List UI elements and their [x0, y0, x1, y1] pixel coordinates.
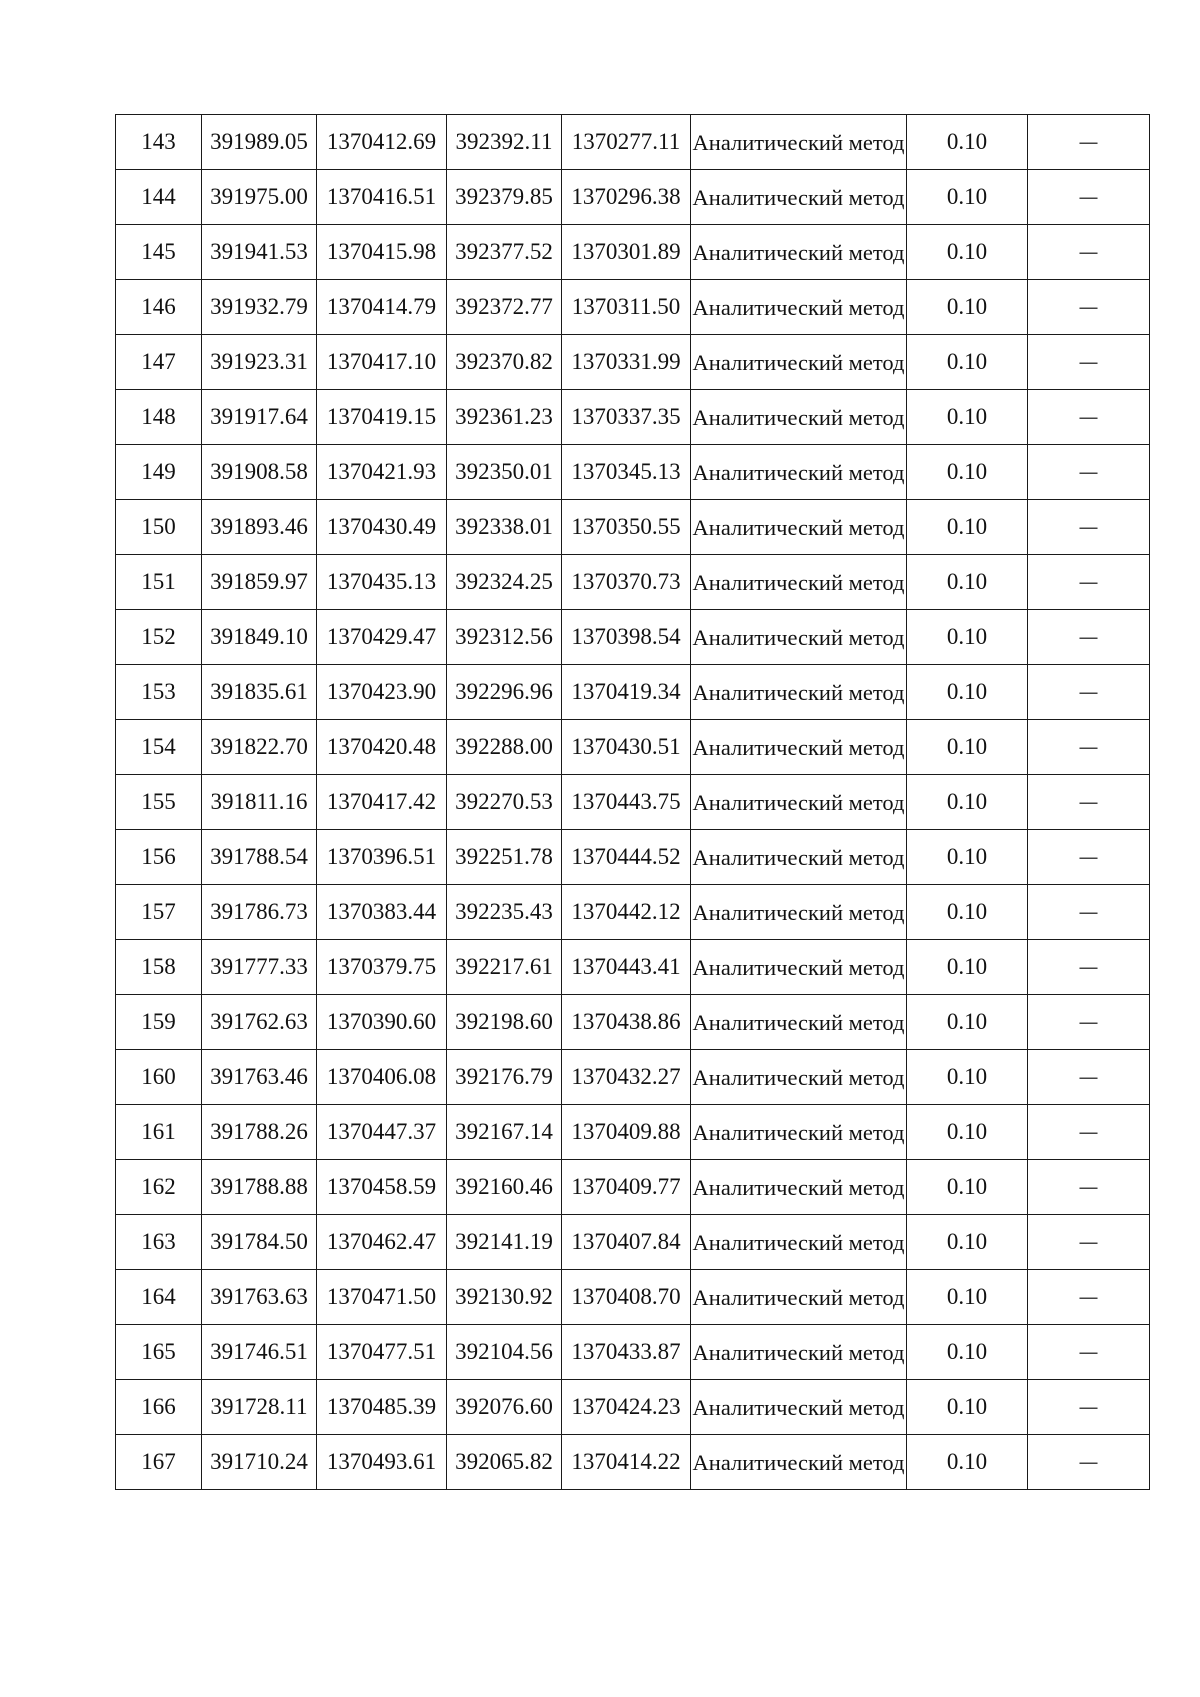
- table-row: [116, 610, 1150, 665]
- x-old-cell: 391746.51: [202, 1325, 317, 1380]
- x-new-cell: 392270.53: [447, 775, 562, 830]
- description-cell: —: [1028, 1050, 1150, 1105]
- y-old-cell: 1370429.47: [317, 610, 447, 665]
- description-cell: —: [1028, 170, 1150, 225]
- point-number-cell: 167: [116, 1435, 202, 1490]
- description-cell: —: [1028, 1105, 1150, 1160]
- table-row: [116, 665, 1150, 720]
- description-cell: —: [1028, 1270, 1150, 1325]
- x-new-cell: 392372.77: [447, 280, 562, 335]
- x-old-cell: 391822.70: [202, 720, 317, 775]
- accuracy-cell: 0.10: [907, 1435, 1028, 1490]
- point-number-cell: 154: [116, 720, 202, 775]
- table-row: [116, 225, 1150, 280]
- description-cell: —: [1028, 390, 1150, 445]
- y-new-cell: 1370337.35: [562, 390, 691, 445]
- method-cell: Аналитический метод: [691, 830, 907, 885]
- x-new-cell: 392379.85: [447, 170, 562, 225]
- accuracy-cell: 0.10: [907, 335, 1028, 390]
- x-old-cell: 391811.16: [202, 775, 317, 830]
- method-cell: Аналитический метод: [691, 665, 907, 720]
- description-cell: —: [1028, 555, 1150, 610]
- point-number-cell: 161: [116, 1105, 202, 1160]
- description-cell: —: [1028, 225, 1150, 280]
- y-new-cell: 1370409.77: [562, 1160, 691, 1215]
- x-old-cell: 391989.05: [202, 115, 317, 170]
- description-cell: —: [1028, 830, 1150, 885]
- y-old-cell: 1370383.44: [317, 885, 447, 940]
- method-cell: Аналитический метод: [691, 225, 907, 280]
- y-old-cell: 1370416.51: [317, 170, 447, 225]
- description-cell: —: [1028, 1215, 1150, 1270]
- table-row: [116, 995, 1150, 1050]
- point-number-cell: 146: [116, 280, 202, 335]
- y-old-cell: 1370406.08: [317, 1050, 447, 1105]
- method-cell: Аналитический метод: [691, 1380, 907, 1435]
- point-number-cell: 157: [116, 885, 202, 940]
- y-new-cell: 1370350.55: [562, 500, 691, 555]
- y-old-cell: 1370462.47: [317, 1215, 447, 1270]
- x-old-cell: 391923.31: [202, 335, 317, 390]
- method-cell: Аналитический метод: [691, 720, 907, 775]
- point-number-cell: 163: [116, 1215, 202, 1270]
- method-cell: Аналитический метод: [691, 555, 907, 610]
- table-row: [116, 280, 1150, 335]
- accuracy-cell: 0.10: [907, 1215, 1028, 1270]
- x-new-cell: 392176.79: [447, 1050, 562, 1105]
- table-row: [116, 1160, 1150, 1215]
- x-old-cell: 391941.53: [202, 225, 317, 280]
- y-old-cell: 1370390.60: [317, 995, 447, 1050]
- method-cell: Аналитический метод: [691, 940, 907, 995]
- x-old-cell: 391908.58: [202, 445, 317, 500]
- method-cell: Аналитический метод: [691, 335, 907, 390]
- y-new-cell: 1370409.88: [562, 1105, 691, 1160]
- description-cell: —: [1028, 665, 1150, 720]
- x-new-cell: 392217.61: [447, 940, 562, 995]
- y-old-cell: 1370379.75: [317, 940, 447, 995]
- y-old-cell: 1370458.59: [317, 1160, 447, 1215]
- x-new-cell: 392338.01: [447, 500, 562, 555]
- description-cell: —: [1028, 1435, 1150, 1490]
- table-row: [116, 1105, 1150, 1160]
- x-new-cell: 392361.23: [447, 390, 562, 445]
- y-new-cell: 1370443.41: [562, 940, 691, 995]
- y-new-cell: 1370419.34: [562, 665, 691, 720]
- description-cell: —: [1028, 335, 1150, 390]
- y-old-cell: 1370419.15: [317, 390, 447, 445]
- x-new-cell: 392370.82: [447, 335, 562, 390]
- x-old-cell: 391932.79: [202, 280, 317, 335]
- point-number-cell: 160: [116, 1050, 202, 1105]
- method-cell: Аналитический метод: [691, 995, 907, 1050]
- description-cell: —: [1028, 720, 1150, 775]
- y-old-cell: 1370485.39: [317, 1380, 447, 1435]
- method-cell: Аналитический метод: [691, 775, 907, 830]
- table-row: [116, 115, 1150, 170]
- x-new-cell: 392160.46: [447, 1160, 562, 1215]
- accuracy-cell: 0.10: [907, 280, 1028, 335]
- x-new-cell: 392235.43: [447, 885, 562, 940]
- accuracy-cell: 0.10: [907, 225, 1028, 280]
- y-old-cell: 1370414.79: [317, 280, 447, 335]
- description-cell: —: [1028, 940, 1150, 995]
- y-old-cell: 1370430.49: [317, 500, 447, 555]
- x-new-cell: 392312.56: [447, 610, 562, 665]
- x-new-cell: 392141.19: [447, 1215, 562, 1270]
- point-number-cell: 152: [116, 610, 202, 665]
- description-cell: —: [1028, 445, 1150, 500]
- x-old-cell: 391710.24: [202, 1435, 317, 1490]
- table-row: [116, 885, 1150, 940]
- point-number-cell: 159: [116, 995, 202, 1050]
- y-old-cell: 1370417.10: [317, 335, 447, 390]
- description-cell: —: [1028, 1380, 1150, 1435]
- table-row: [116, 1050, 1150, 1105]
- accuracy-cell: 0.10: [907, 170, 1028, 225]
- accuracy-cell: 0.10: [907, 115, 1028, 170]
- accuracy-cell: 0.10: [907, 610, 1028, 665]
- x-old-cell: 391728.11: [202, 1380, 317, 1435]
- y-new-cell: 1370301.89: [562, 225, 691, 280]
- coordinates-table: [115, 114, 1150, 1490]
- table-row: [116, 1215, 1150, 1270]
- y-new-cell: 1370444.52: [562, 830, 691, 885]
- y-old-cell: 1370417.42: [317, 775, 447, 830]
- table-row: [116, 445, 1150, 500]
- x-new-cell: 392350.01: [447, 445, 562, 500]
- description-cell: —: [1028, 1160, 1150, 1215]
- method-cell: Аналитический метод: [691, 170, 907, 225]
- x-old-cell: 391975.00: [202, 170, 317, 225]
- point-number-cell: 156: [116, 830, 202, 885]
- y-new-cell: 1370331.99: [562, 335, 691, 390]
- y-new-cell: 1370430.51: [562, 720, 691, 775]
- x-new-cell: 392076.60: [447, 1380, 562, 1435]
- x-new-cell: 392167.14: [447, 1105, 562, 1160]
- point-number-cell: 151: [116, 555, 202, 610]
- y-old-cell: 1370477.51: [317, 1325, 447, 1380]
- method-cell: Аналитический метод: [691, 1325, 907, 1380]
- point-number-cell: 164: [116, 1270, 202, 1325]
- accuracy-cell: 0.10: [907, 1050, 1028, 1105]
- description-cell: —: [1028, 115, 1150, 170]
- table-row: [116, 830, 1150, 885]
- y-new-cell: 1370277.11: [562, 115, 691, 170]
- x-old-cell: 391786.73: [202, 885, 317, 940]
- x-old-cell: 391788.88: [202, 1160, 317, 1215]
- y-old-cell: 1370421.93: [317, 445, 447, 500]
- table-row: [116, 170, 1150, 225]
- y-new-cell: 1370296.38: [562, 170, 691, 225]
- method-cell: Аналитический метод: [691, 1160, 907, 1215]
- table-row: [116, 1435, 1150, 1490]
- y-old-cell: 1370493.61: [317, 1435, 447, 1490]
- method-cell: Аналитический метод: [691, 115, 907, 170]
- point-number-cell: 148: [116, 390, 202, 445]
- y-new-cell: 1370398.54: [562, 610, 691, 665]
- y-old-cell: 1370412.69: [317, 115, 447, 170]
- accuracy-cell: 0.10: [907, 445, 1028, 500]
- y-new-cell: 1370311.50: [562, 280, 691, 335]
- method-cell: Аналитический метод: [691, 1105, 907, 1160]
- y-old-cell: 1370423.90: [317, 665, 447, 720]
- table-row: [116, 940, 1150, 995]
- method-cell: Аналитический метод: [691, 885, 907, 940]
- x-new-cell: 392198.60: [447, 995, 562, 1050]
- y-new-cell: 1370432.27: [562, 1050, 691, 1105]
- table-row: [116, 1270, 1150, 1325]
- point-number-cell: 150: [116, 500, 202, 555]
- y-new-cell: 1370345.13: [562, 445, 691, 500]
- y-new-cell: 1370443.75: [562, 775, 691, 830]
- description-cell: —: [1028, 500, 1150, 555]
- accuracy-cell: 0.10: [907, 500, 1028, 555]
- accuracy-cell: 0.10: [907, 940, 1028, 995]
- x-old-cell: 391835.61: [202, 665, 317, 720]
- point-number-cell: 144: [116, 170, 202, 225]
- y-old-cell: 1370396.51: [317, 830, 447, 885]
- accuracy-cell: 0.10: [907, 885, 1028, 940]
- accuracy-cell: 0.10: [907, 1105, 1028, 1160]
- x-old-cell: 391762.63: [202, 995, 317, 1050]
- accuracy-cell: 0.10: [907, 1325, 1028, 1380]
- description-cell: —: [1028, 885, 1150, 940]
- y-new-cell: 1370438.86: [562, 995, 691, 1050]
- accuracy-cell: 0.10: [907, 1160, 1028, 1215]
- x-new-cell: 392392.11: [447, 115, 562, 170]
- x-new-cell: 392251.78: [447, 830, 562, 885]
- point-number-cell: 165: [116, 1325, 202, 1380]
- x-old-cell: 391893.46: [202, 500, 317, 555]
- y-new-cell: 1370414.22: [562, 1435, 691, 1490]
- point-number-cell: 153: [116, 665, 202, 720]
- x-new-cell: 392324.25: [447, 555, 562, 610]
- x-old-cell: 391917.64: [202, 390, 317, 445]
- description-cell: —: [1028, 995, 1150, 1050]
- x-new-cell: 392377.52: [447, 225, 562, 280]
- method-cell: Аналитический метод: [691, 500, 907, 555]
- x-old-cell: 391788.54: [202, 830, 317, 885]
- y-new-cell: 1370433.87: [562, 1325, 691, 1380]
- point-number-cell: 145: [116, 225, 202, 280]
- x-old-cell: 391763.46: [202, 1050, 317, 1105]
- method-cell: Аналитический метод: [691, 1270, 907, 1325]
- accuracy-cell: 0.10: [907, 1270, 1028, 1325]
- x-old-cell: 391849.10: [202, 610, 317, 665]
- accuracy-cell: 0.10: [907, 390, 1028, 445]
- y-new-cell: 1370442.12: [562, 885, 691, 940]
- point-number-cell: 149: [116, 445, 202, 500]
- point-number-cell: 166: [116, 1380, 202, 1435]
- accuracy-cell: 0.10: [907, 830, 1028, 885]
- accuracy-cell: 0.10: [907, 555, 1028, 610]
- x-old-cell: 391777.33: [202, 940, 317, 995]
- method-cell: Аналитический метод: [691, 610, 907, 665]
- point-number-cell: 158: [116, 940, 202, 995]
- x-new-cell: 392130.92: [447, 1270, 562, 1325]
- table-row: [116, 335, 1150, 390]
- x-old-cell: 391784.50: [202, 1215, 317, 1270]
- table-row: [116, 775, 1150, 830]
- x-new-cell: 392288.00: [447, 720, 562, 775]
- accuracy-cell: 0.10: [907, 1380, 1028, 1435]
- method-cell: Аналитический метод: [691, 390, 907, 445]
- point-number-cell: 143: [116, 115, 202, 170]
- accuracy-cell: 0.10: [907, 665, 1028, 720]
- method-cell: Аналитический метод: [691, 280, 907, 335]
- table-row: [116, 500, 1150, 555]
- y-old-cell: 1370447.37: [317, 1105, 447, 1160]
- table-row: [116, 555, 1150, 610]
- method-cell: Аналитический метод: [691, 1215, 907, 1270]
- point-number-cell: 147: [116, 335, 202, 390]
- table-row: [116, 390, 1150, 445]
- y-old-cell: 1370435.13: [317, 555, 447, 610]
- point-number-cell: 162: [116, 1160, 202, 1215]
- table-row: [116, 1380, 1150, 1435]
- description-cell: —: [1028, 610, 1150, 665]
- x-new-cell: 392065.82: [447, 1435, 562, 1490]
- method-cell: Аналитический метод: [691, 1435, 907, 1490]
- method-cell: Аналитический метод: [691, 445, 907, 500]
- y-old-cell: 1370415.98: [317, 225, 447, 280]
- description-cell: —: [1028, 1325, 1150, 1380]
- method-cell: Аналитический метод: [691, 1050, 907, 1105]
- table-row: [116, 1325, 1150, 1380]
- x-old-cell: 391788.26: [202, 1105, 317, 1160]
- accuracy-cell: 0.10: [907, 720, 1028, 775]
- y-new-cell: 1370408.70: [562, 1270, 691, 1325]
- accuracy-cell: 0.10: [907, 995, 1028, 1050]
- x-old-cell: 391859.97: [202, 555, 317, 610]
- point-number-cell: 155: [116, 775, 202, 830]
- description-cell: —: [1028, 280, 1150, 335]
- table-row: [116, 720, 1150, 775]
- description-cell: —: [1028, 775, 1150, 830]
- y-new-cell: 1370407.84: [562, 1215, 691, 1270]
- y-new-cell: 1370424.23: [562, 1380, 691, 1435]
- x-old-cell: 391763.63: [202, 1270, 317, 1325]
- y-old-cell: 1370471.50: [317, 1270, 447, 1325]
- table-body: [116, 115, 1150, 1490]
- x-new-cell: 392296.96: [447, 665, 562, 720]
- y-old-cell: 1370420.48: [317, 720, 447, 775]
- x-new-cell: 392104.56: [447, 1325, 562, 1380]
- y-new-cell: 1370370.73: [562, 555, 691, 610]
- accuracy-cell: 0.10: [907, 775, 1028, 830]
